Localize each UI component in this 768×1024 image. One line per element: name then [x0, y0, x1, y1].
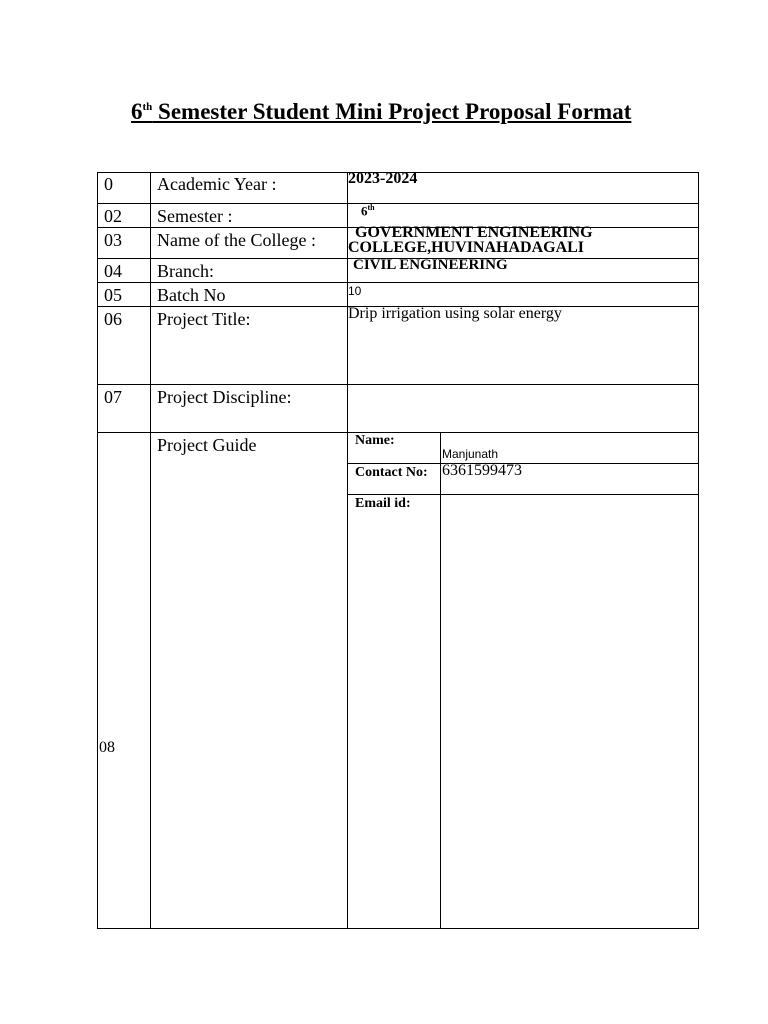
- batch-value: 10: [348, 284, 362, 298]
- row-number: 04: [104, 261, 122, 281]
- project-title-value: Drip irrigation using solar energy: [348, 305, 562, 322]
- row-number: 02: [104, 206, 122, 226]
- academic-year-label: Academic Year :: [157, 174, 277, 194]
- row-number: 03: [104, 230, 122, 250]
- title-text: Semester Student Mini Project Proposal Format: [152, 99, 632, 124]
- project-guide-label: Project Guide: [157, 435, 257, 455]
- college-value-line2: COLLEGE,HUVINAHADAGALI: [348, 239, 585, 256]
- guide-email-label: Email id:: [355, 496, 411, 511]
- row-number: 08: [99, 739, 115, 756]
- project-discipline-label: Project Discipline:: [157, 387, 292, 407]
- batch-label: Batch No: [157, 285, 226, 305]
- row-number: 0: [104, 174, 113, 194]
- guide-name-label: Name:: [355, 433, 395, 448]
- semester-label: Semester :: [157, 206, 233, 226]
- table-border-left: [97, 172, 98, 929]
- row-divider: [97, 282, 699, 283]
- guide-row-divider: [347, 463, 699, 464]
- semester-value: 6th: [361, 203, 375, 219]
- branch-value: CIVIL ENGINEERING: [353, 257, 508, 273]
- row-divider: [97, 203, 699, 204]
- title-sup: th: [142, 101, 153, 113]
- row-divider: [97, 384, 699, 385]
- title-number: 6: [131, 99, 143, 124]
- guide-contact-label: Contact No:: [355, 465, 428, 480]
- guide-row-divider: [347, 494, 699, 495]
- row-number: 06: [104, 309, 122, 329]
- row-number: 07: [104, 387, 122, 407]
- guide-name-value: Manjunath: [442, 447, 499, 461]
- page-title: [131, 98, 651, 124]
- table-border-right: [698, 172, 699, 929]
- table-col-divider-1: [150, 172, 151, 929]
- project-title-label: Project Title:: [157, 309, 251, 329]
- branch-label: Branch:: [157, 261, 214, 281]
- row-divider: [97, 432, 699, 433]
- row-number: 05: [104, 285, 122, 305]
- guide-col-divider: [440, 432, 441, 929]
- college-value-line1: GOVERNMENT ENGINEERING: [355, 224, 593, 241]
- table-border-bottom: [97, 928, 699, 929]
- college-label: Name of the College :: [157, 230, 316, 250]
- guide-contact-value: 6361599473: [442, 462, 522, 479]
- academic-year-value: 2023-2024: [348, 170, 418, 187]
